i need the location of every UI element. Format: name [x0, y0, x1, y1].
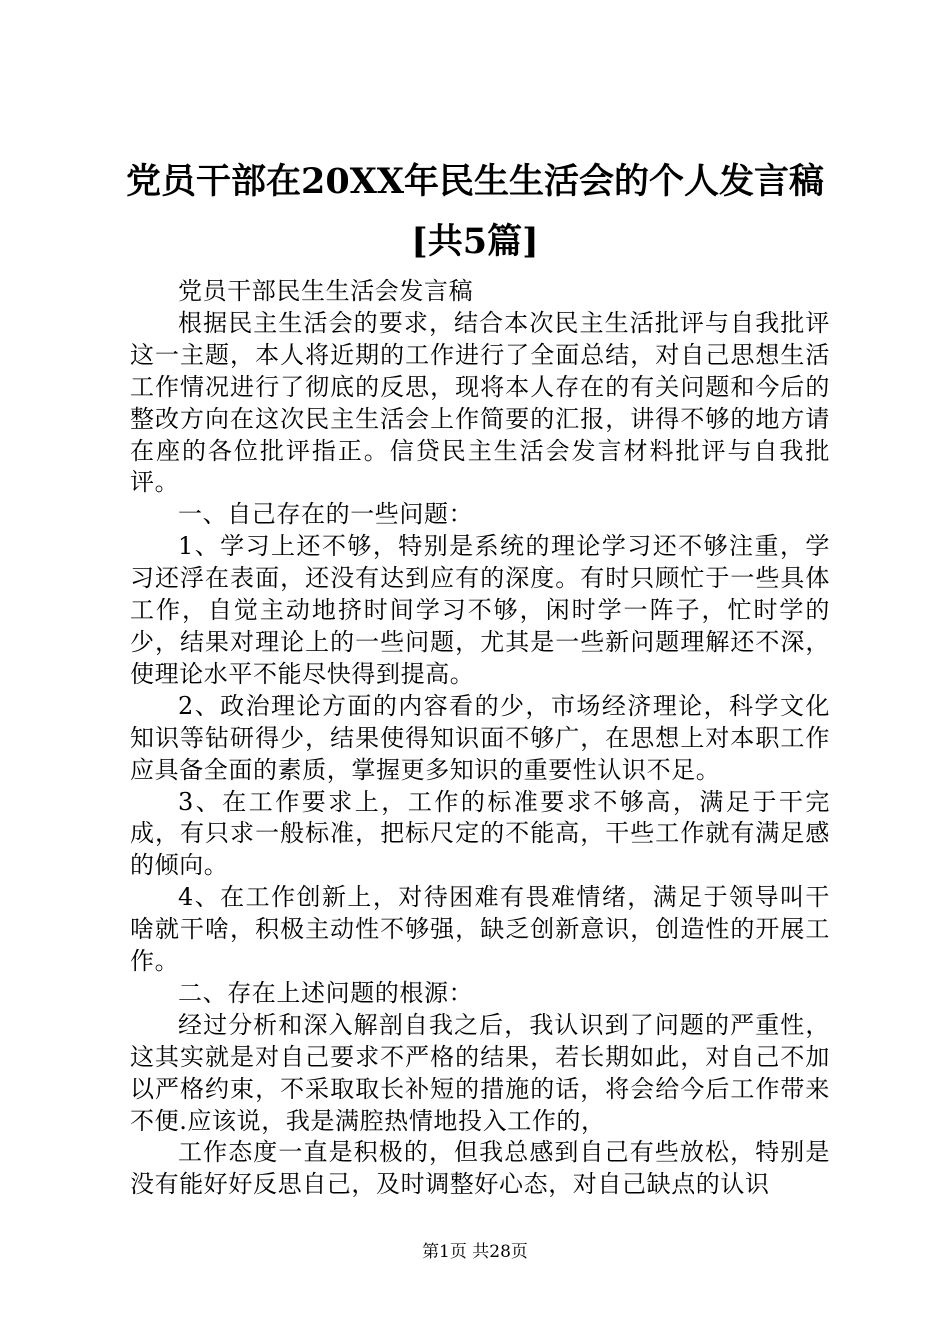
page-number-footer: 第1页 共28页	[422, 1242, 528, 1262]
paragraph: 党员干部民生生活会发言稿	[178, 277, 474, 305]
document-body	[130, 276, 830, 1201]
section-heading: 一、自己存在的一些问题：	[178, 500, 474, 529]
paragraph: 工作态度一直是积极的，但我总感到自己有些放松，特别是没有能好好反思自己，及时调整好心态，对自己缺点的认识	[130, 1138, 830, 1199]
section-heading: 二、存在上述问题的根源：	[178, 978, 474, 1007]
document-title: 党员干部在20XX年民生生活会的个人发言稿	[125, 161, 825, 202]
paragraph: 经过分析和深入解剖自我之后，我认识到了问题的严重性，这其实就是对自己要求不严格的结果，若长期如此，对自己不加以严格约束，不采取取长补短的措施的话，将会给今后工作带来不便.应该说，我是满腔热情地投入工作的，	[130, 1010, 830, 1135]
paragraph: 1、学习上还不够，特别是系统的理论学习还不够注重，学习还浮在表面，还没有达到应有的深度。有时只顾忙于一些具体工作，自觉主动地挤时间学习不够，闲时学一阵子，忙时学的少，结果对理论上的一些问题，尤其是一些新问题理解还不深，使理论水平不能尽快得到提高。	[130, 532, 830, 688]
paragraph: 2、政治理论方面的内容看的少，市场经济理论，科学文化知识等钻研得少，结果使得知识面不够广，在思想上对本职工作应具备全面的素质，掌握更多知识的重要性认识不足。	[130, 691, 830, 784]
paragraph: 4、在工作创新上，对待困难有畏难情绪，满足于领导叫干啥就干啥，积极主动性不够强，缺乏创新意识，创造性的开展工作。	[130, 883, 830, 976]
paragraph: 3、在工作要求上，工作的标准要求不够高，满足于干完成，有只求一般标准，把标尺定的不能高，干些工作就有满足感的倾向。	[130, 787, 830, 880]
paragraph: 根据民主生活会的要求，结合本次民主生活批评与自我批评这一主题，本人将近期的工作进行了全面总结，对自己思想生活工作情况进行了彻底的反思，现将本人存在的有关问题和今后的整改方向在这次民主生活会上作简要的汇报，讲得不够的地方请在座的各位批评指正。信贷民主生活会发言材料批评与自我批评。	[130, 308, 830, 497]
document-title-count: [共5篇]	[411, 221, 539, 262]
